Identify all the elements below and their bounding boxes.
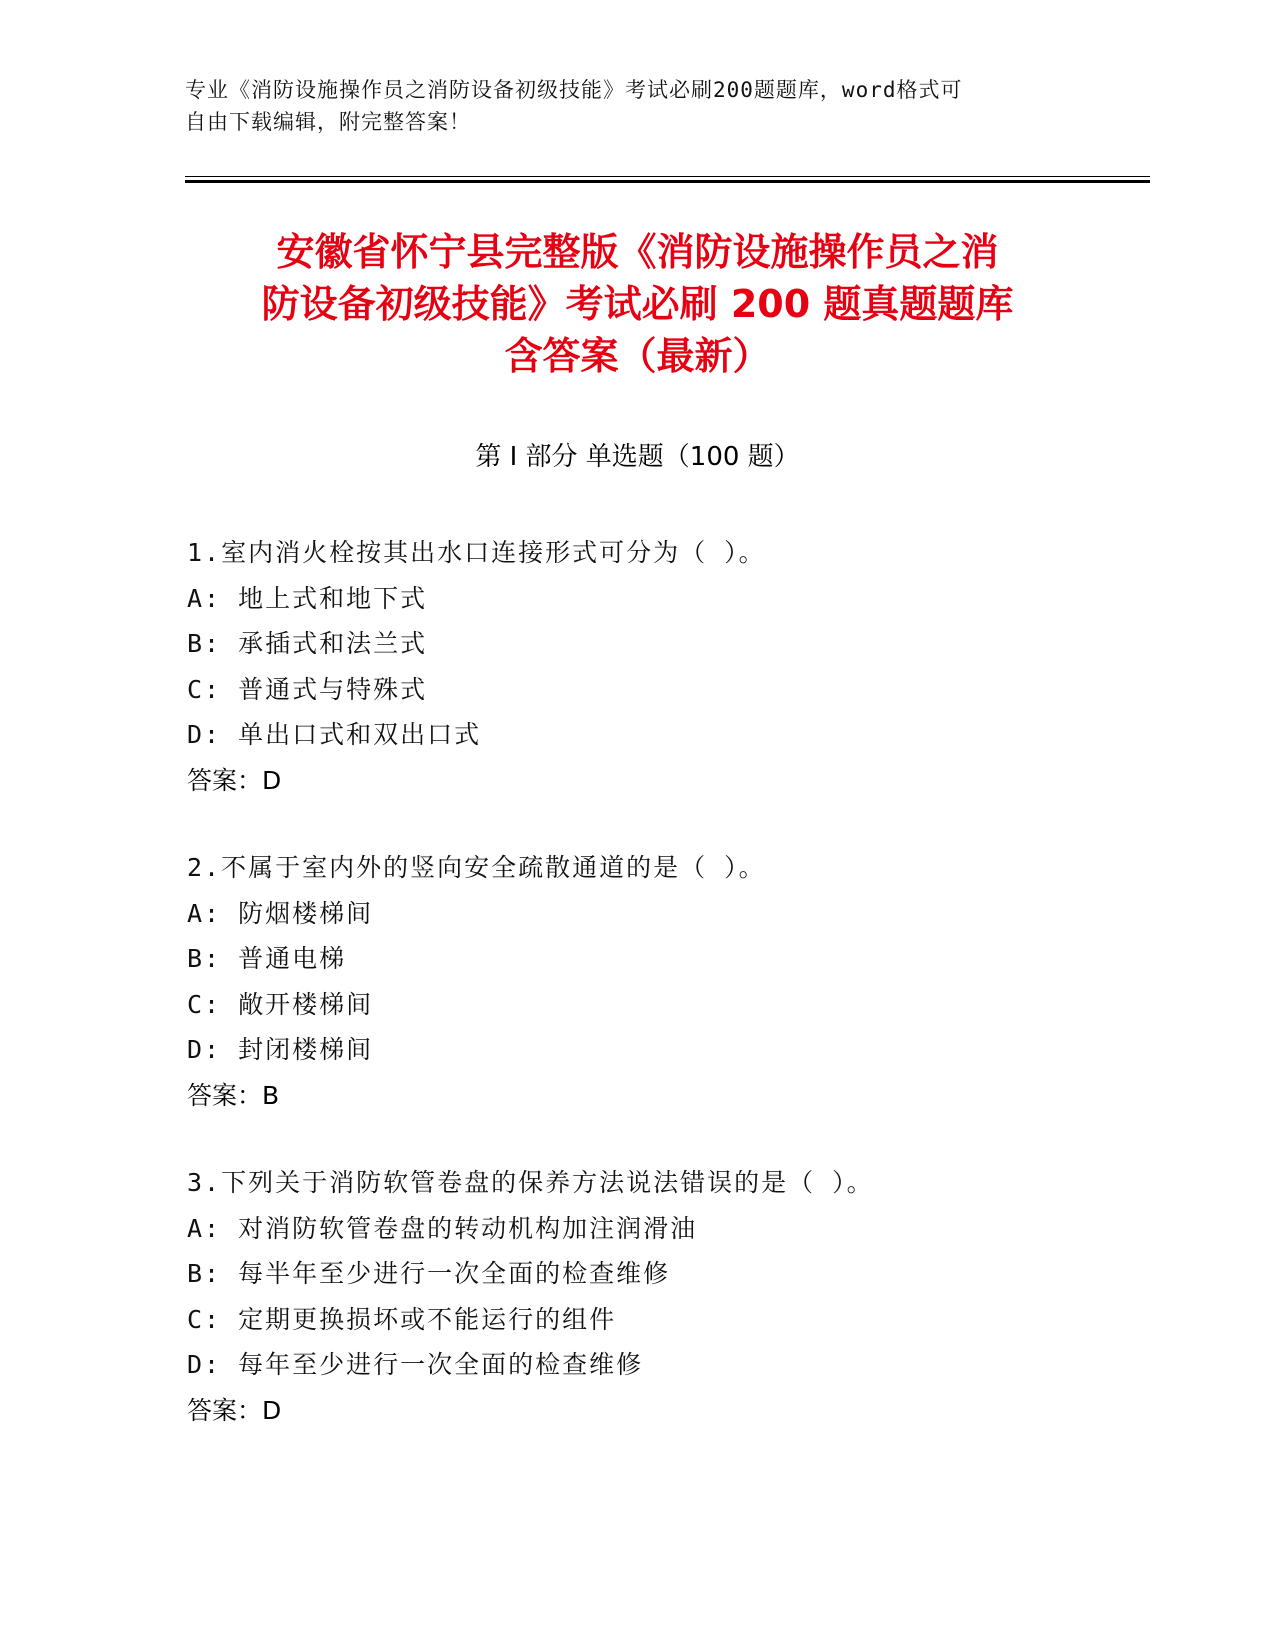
option-b: B: 每半年至少进行一次全面的检查维修 [187, 1259, 671, 1288]
header-note-line-2: 自由下载编辑，附完整答案！ [185, 110, 471, 134]
section-title: 第 I 部分 单选题（100 题） [475, 442, 800, 472]
header-divider-thin [185, 176, 1150, 177]
answer-key: 答案：D [187, 765, 282, 795]
option-c: C: 定期更换损坏或不能运行的组件 [187, 1304, 617, 1334]
document-header-note [185, 74, 1085, 138]
option-b: B: 承插式和法兰式 [187, 629, 428, 658]
header-divider-thick [185, 180, 1150, 183]
title-line-2: 防设备初级技能》考试必刷 200 题真题题库 [261, 282, 1014, 326]
option-d: D: 每年至少进行一次全面的检查维修 [187, 1350, 644, 1379]
title-line-3: 含答案（最新） [504, 334, 771, 378]
option-d: D: 单出口式和双出口式 [187, 720, 482, 749]
answer-key: 答案：B [187, 1080, 280, 1110]
question-item [187, 845, 1127, 1118]
option-a: A: 防烟楼梯间 [187, 898, 374, 928]
question-stem: 2.不属于室内外的竖向安全疏散通道的是（ ）。 [187, 853, 766, 882]
header-note-line-1: 专业《消防设施操作员之消防设备初级技能》考试必刷200题题库，word格式可 [185, 78, 963, 102]
document-title [170, 226, 1105, 382]
question-stem: 1.室内消火栓按其出水口连接形式可分为（ ）。 [187, 538, 766, 567]
title-line-1: 安徽省怀宁县完整版《消防设施操作员之消 [276, 230, 999, 274]
answer-key: 答案：D [187, 1395, 282, 1425]
question-item [187, 530, 1127, 803]
option-a: A: 地上式和地下式 [187, 583, 428, 613]
question-stem: 3.下列关于消防软管卷盘的保养方法说法错误的是（ ）。 [187, 1168, 874, 1197]
option-d: D: 封闭楼梯间 [187, 1035, 374, 1064]
question-item [187, 1160, 1127, 1433]
option-c: C: 普通式与特殊式 [187, 674, 428, 704]
option-b: B: 普通电梯 [187, 944, 347, 973]
option-a: A: 对消防软管卷盘的转动机构加注润滑油 [187, 1213, 698, 1243]
option-c: C: 敞开楼梯间 [187, 989, 374, 1019]
question-list [187, 530, 1127, 1475]
